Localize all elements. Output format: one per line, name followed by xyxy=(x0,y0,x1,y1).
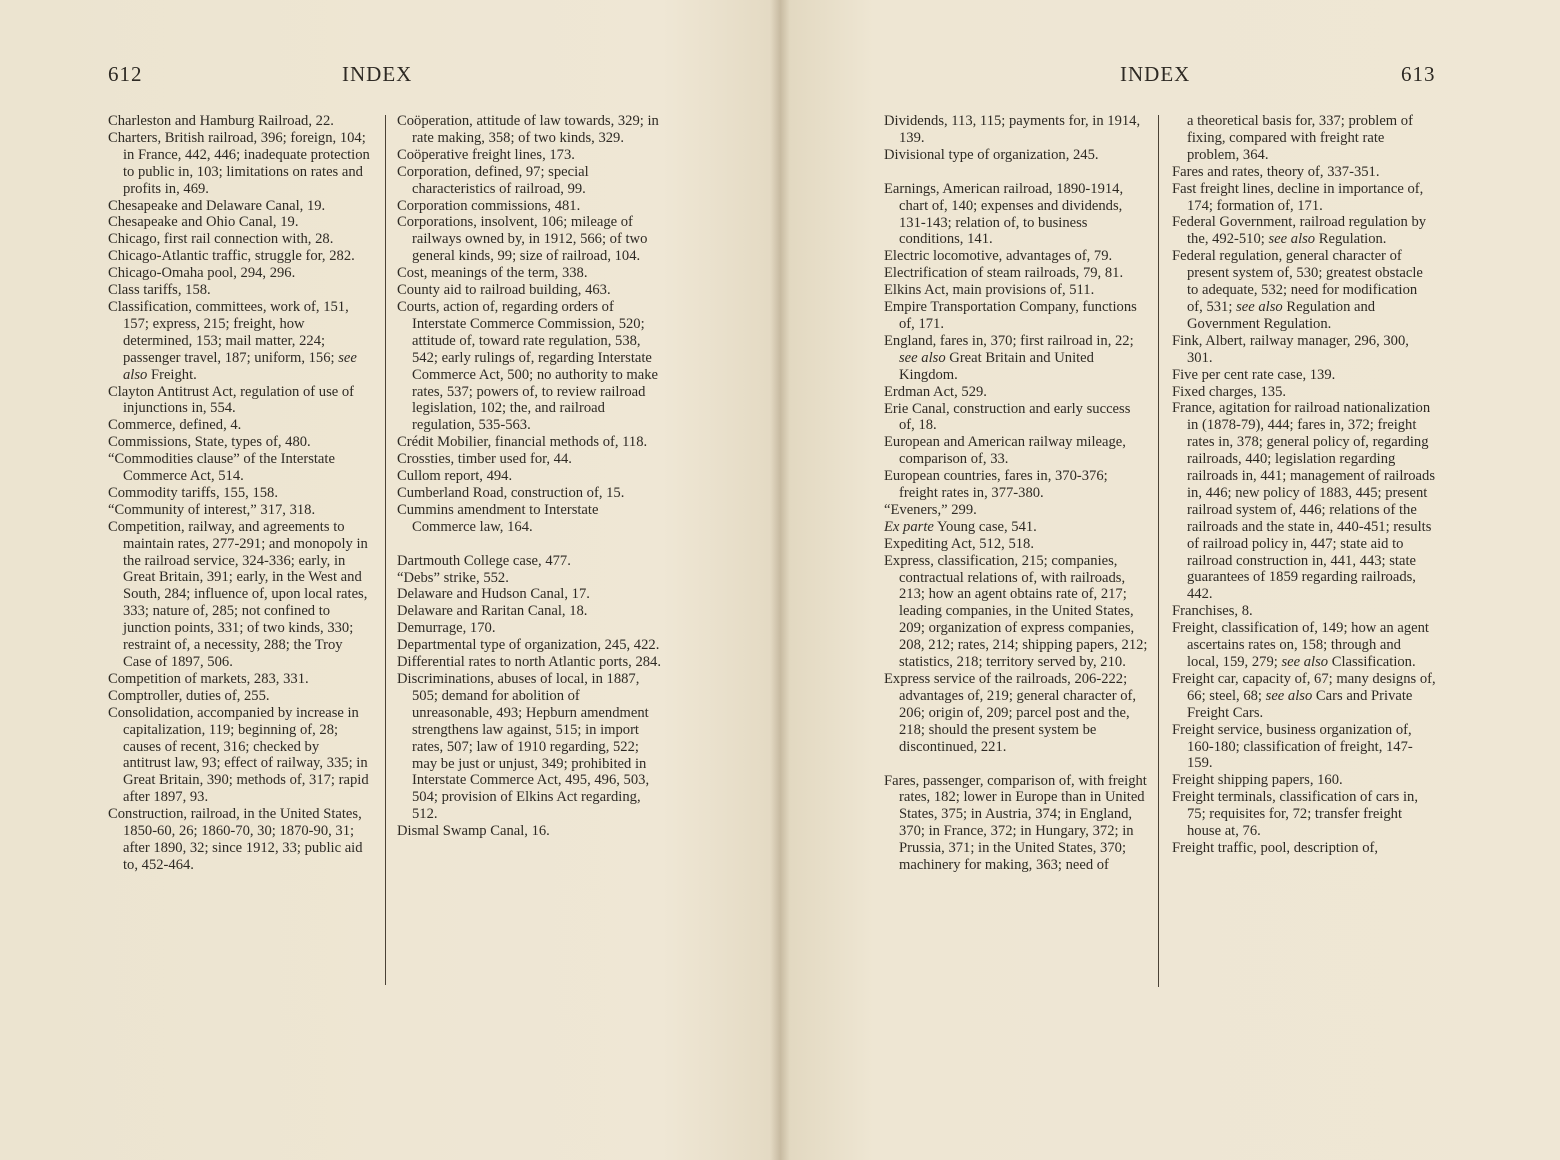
index-entry: France, agitation for railroad nationalization in (1878-79), 444; fares in, 372; freight rates in, 378; general policy of, regarding railroads, 440; legislation regarding railroads in, 441; management of railroads in, 446; new policy of 1883, 445; present railroad system of, 446; relations of the railroads and the state in, 440-451; results of railroad policy in, 447; state aid to railroad construction in, 441, 443; state guarantees of 1859 regarding railroads, 442. xyxy=(1172,400,1436,603)
index-entry: Corporation, defined, 97; special characteristics of railroad, 99. xyxy=(397,163,589,197)
letter-break xyxy=(397,536,661,553)
index-entry: Express service of the railroads, 206-222; advantages of, 219; general character of, 206; origin of, 209; parcel post and the, 218; should the present system be discontinued, 221. xyxy=(884,671,1137,755)
index-entry: Consolidation, accompanied by increase in capitalization, 119; beginning of, 28; causes of recent, 316; checked by antitrust law, 93; effect of railway, 335; in Great Britain, 390; methods of, 317; rapid after 1897, 93. xyxy=(108,704,369,806)
index-entry: Delaware and Hudson Canal, 17. xyxy=(397,586,590,603)
index-entry: Delaware and Raritan Canal, 18. xyxy=(397,603,588,620)
index-entry: Commodity tariffs, 155, 158. xyxy=(108,484,278,501)
index-entry: Chesapeake and Delaware Canal, 19. xyxy=(108,197,326,214)
index-entry: Discriminations, abuses of local, in 1887, 505; demand for abolition of unreasonable, 493; Hepburn amendment strengthens law against, 515; in import rates, 507; law of 1910 regarding, 522; may be just or unjust, 349; prohibited in Interstate Commerce Act, 495, 496, 503, 504; provision of Elkins Act regarding, 512. xyxy=(397,671,650,823)
letter-break xyxy=(884,164,1148,181)
index-entry: Divisional type of organization, 245. xyxy=(884,146,1099,163)
right-page-column-1 xyxy=(884,113,1148,874)
index-entry: Commissions, State, types of, 480. xyxy=(108,434,311,451)
index-entry: Classification, committees, work of, 151, 157; express, 215; freight, how determined, 153; mail matter, 224; passenger travel, 187; uniform, 156; see also Freight. xyxy=(108,298,357,383)
index-entry: Coöperation, attitude of law towards, 329; in rate making, 358; of two kinds, 329. xyxy=(397,113,659,146)
index-entry: Charleston and Hamburg Railroad, 22. xyxy=(108,113,334,129)
index-entry: England, fares in, 370; first railroad in, 22; see also Great Britain and United Kingdom. xyxy=(884,332,1134,383)
index-entry: Competition, railway, and agreements to maintain rates, 277-291; and monopoly in the railroad service, 324-336; early, in Great Britain, 391; early, in the West and South, 284; influence of, upon local rates, 333; nature of, 285; not confined to junction points, 331; of two kinds, 330; restraint of, a necessity, 288; the Troy Case of 1897, 506. xyxy=(108,518,368,670)
index-entry: Dividends, 113, 115; payments for, in 1914, 139. xyxy=(884,113,1141,146)
index-entry: County aid to railroad building, 463. xyxy=(397,282,611,299)
index-entry-continued: a theoretical basis for, 337; problem of fixing, compared with freight rate problem, 364. xyxy=(1187,113,1413,163)
index-entry: Freight service, business organization of, 160-180; classification of freight, 147-159. xyxy=(1172,721,1413,772)
index-entry: Class tariffs, 158. xyxy=(108,282,211,299)
index-entry: Federal regulation, general character of present system of, 530; greatest obstacle to adequate, 532; need for modification of, 531; see also Regulation and Government Regulation. xyxy=(1172,248,1423,332)
index-entry: European and American railway mileage, comparison of, 33. xyxy=(884,434,1126,468)
book-gutter xyxy=(770,0,790,1160)
letter-break xyxy=(884,756,1148,773)
index-entry: “Eveners,” 299. xyxy=(884,501,977,518)
index-entry: Departmental type of organization, 245, 422. xyxy=(397,637,660,654)
index-entry: Corporation commissions, 481. xyxy=(397,197,581,214)
index-entry: Federal Government, railroad regulation by the, 492-510; see also Regulation. xyxy=(1172,214,1427,248)
right-page-column-2 xyxy=(1172,113,1436,857)
index-entry: Corporations, insolvent, 106; mileage of railways owned by, in 1912, 566; of two general kinds, 99; size of railroad, 104. xyxy=(397,214,648,265)
index-entry: Comptroller, duties of, 255. xyxy=(108,687,270,704)
left-page-column-1 xyxy=(108,113,370,874)
index-entry: Freight traffic, pool, description of, xyxy=(1172,839,1379,856)
index-entry: Crossties, timber used for, 44. xyxy=(397,451,572,468)
index-entry: Ex parte Young case, 541. xyxy=(884,518,1037,535)
index-entry: Chesapeake and Ohio Canal, 19. xyxy=(108,214,299,231)
column-divider xyxy=(385,115,386,985)
index-entry: Electric locomotive, advantages of, 79. xyxy=(884,248,1113,265)
index-entry: Commerce, defined, 4. xyxy=(108,417,242,434)
index-entry: Five per cent rate case, 139. xyxy=(1172,366,1336,383)
index-entry: Express, classification, 215; companies, contractual relations of, with railroads, 213; how an agent obtains rate of, 217; leading companies, in the United States, 209; organization of express companies, 208, 212; rates, 214; shipping papers, 212; statistics, 218; territory served by, 210. xyxy=(884,552,1148,671)
index-entry: Construction, railroad, in the United States, 1850-60, 26; 1860-70, 30; 1870-90, 31; after 1890, 32; since 1912, 33; public aid to, 452-464. xyxy=(108,806,363,873)
index-entry: “Commodities clause” of the Interstate Commerce Act, 514. xyxy=(108,451,335,485)
index-entry: Fares, passenger, comparison of, with freight rates, 182; lower in Europe than in United States, 375; in Austria, 374; in England, 370; in France, 372; in Hungary, 372; in Prussia, 371; in the United States, 370; machinery for making, 363; need of xyxy=(884,772,1147,874)
index-entry: Freight, classification of, 149; how an agent ascertains rates on, 158; through and local, 159, 279; see also Classification. xyxy=(1172,620,1429,670)
index-entry: Expediting Act, 512, 518. xyxy=(884,535,1034,552)
index-entry: European countries, fares in, 370-376; freight rates in, 377-380. xyxy=(884,468,1108,502)
index-entry: Cullom report, 494. xyxy=(397,468,513,485)
index-entry: Dartmouth College case, 477. xyxy=(397,552,571,569)
index-entry: Erdman Act, 529. xyxy=(884,383,987,400)
index-entry: Fares and rates, theory of, 337-351. xyxy=(1172,163,1380,180)
index-entry: Empire Transportation Company, functions of, 171. xyxy=(884,299,1137,332)
index-entry: Chicago-Atlantic traffic, struggle for, 282. xyxy=(108,248,355,265)
index-entry: “Debs” strike, 552. xyxy=(397,569,509,586)
index-entry: Chicago-Omaha pool, 294, 296. xyxy=(108,265,296,282)
index-entry: Fixed charges, 135. xyxy=(1172,383,1287,400)
index-entry: Freight terminals, classification of cars in, 75; requisites for, 72; transfer freight house at, 76. xyxy=(1172,789,1418,840)
index-entry: Dismal Swamp Canal, 16. xyxy=(397,823,550,840)
index-entry: Competition of markets, 283, 331. xyxy=(108,670,309,687)
index-entry: Charters, British railroad, 396; foreign, 104; in France, 442, 446; inadequate protection to public in, 103; limitations on rates and profits in, 469. xyxy=(108,129,370,197)
index-entry: Freight shipping papers, 160. xyxy=(1172,772,1343,789)
index-entry: Earnings, American railroad, 1890-1914, chart of, 140; expenses and dividends, 131-143; relation of, to business conditions, 141. xyxy=(884,180,1124,248)
column-divider xyxy=(1158,115,1159,987)
folio-right: 613 xyxy=(1401,62,1436,86)
index-entry: Cummins amendment to Interstate Commerce law, 164. xyxy=(397,501,599,535)
index-entry: Coöperative freight lines, 173. xyxy=(397,146,575,163)
index-entry: Franchises, 8. xyxy=(1172,603,1253,620)
index-entry: Crédit Mobilier, financial methods of, 118. xyxy=(397,434,648,451)
index-entry: Courts, action of, regarding orders of Interstate Commerce Commission, 520; attitude of, toward rate regulation, 538, 542; early rulings of, regarding Interstate Commerce Act, 500; no authority to make rates, 537; powers of, to review railroad legislation, 102; the, and railroad regulation, 535-563. xyxy=(397,298,659,434)
left-page-column-2 xyxy=(397,113,661,840)
index-entry: Clayton Antitrust Act, regulation of use of injunctions in, 554. xyxy=(108,383,355,417)
right-page xyxy=(780,0,1560,1160)
index-entry: Differential rates to north Atlantic ports, 284. xyxy=(397,654,661,671)
index-entry: Elkins Act, main provisions of, 511. xyxy=(884,282,1095,299)
index-entry: Chicago, first rail connection with, 28. xyxy=(108,231,334,248)
index-entry: Demurrage, 170. xyxy=(397,620,496,637)
running-head-left: INDEX xyxy=(342,62,413,86)
index-entry: Cost, meanings of the term, 338. xyxy=(397,265,588,282)
folio-left: 612 xyxy=(108,62,143,86)
index-entry: Fast freight lines, decline in importance of, 174; formation of, 171. xyxy=(1172,180,1424,214)
index-entry: Erie Canal, construction and early success of, 18. xyxy=(884,400,1131,434)
index-entry: Electrification of steam railroads, 79, 81. xyxy=(884,265,1124,282)
index-entry: Cumberland Road, construction of, 15. xyxy=(397,484,625,501)
index-entry: Freight car, capacity of, 67; many designs of, 66; steel, 68; see also Cars and Private Freight Cars. xyxy=(1172,670,1436,721)
index-entry: “Community of interest,” 317, 318. xyxy=(108,501,316,518)
index-entry: Fink, Albert, railway manager, 296, 300, 301. xyxy=(1172,332,1409,366)
running-head-right: INDEX xyxy=(1120,62,1191,86)
